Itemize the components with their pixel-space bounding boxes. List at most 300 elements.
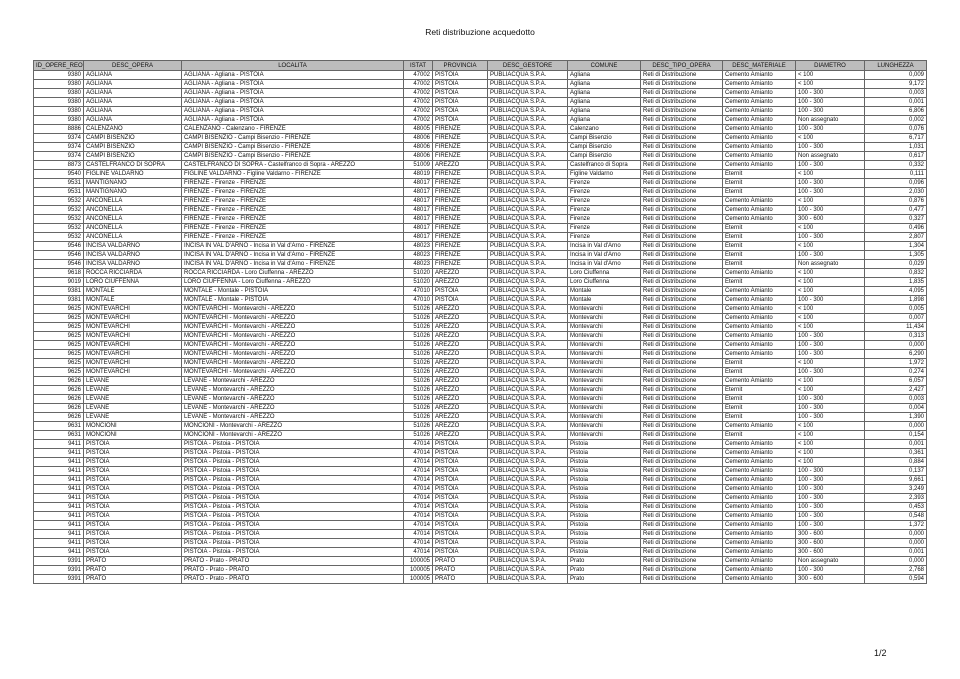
- table-cell: PISTOIA: [84, 440, 182, 449]
- table-cell: PISTOIA: [433, 521, 488, 530]
- table-cell: PUBLIACQUA S.P.A.: [488, 458, 568, 467]
- table-cell: 1,372: [865, 521, 927, 530]
- table-cell: AREZZO: [433, 161, 488, 170]
- table-cell: Montevarchi: [568, 350, 641, 359]
- table-cell: Cemento Amianto: [723, 350, 796, 359]
- table-cell: PUBLIACQUA S.P.A.: [488, 296, 568, 305]
- table-cell: Reti di Distribuzione: [641, 215, 723, 224]
- table-cell: Incisa in Val d'Arno: [568, 260, 641, 269]
- table-cell: 47002: [404, 80, 433, 89]
- table-cell: Cemento Amianto: [723, 197, 796, 206]
- table-cell: 100 - 300: [796, 521, 865, 530]
- table-cell: 51026: [404, 395, 433, 404]
- table-cell: 100 - 300: [796, 566, 865, 575]
- table-cell: Eternit: [723, 431, 796, 440]
- table-row: [34, 566, 927, 575]
- table-cell: Agliana: [568, 116, 641, 125]
- table-cell: Cemento Amianto: [723, 377, 796, 386]
- table-cell: PISTOIA: [84, 512, 182, 521]
- table-cell: 9532: [34, 233, 84, 242]
- table-cell: PISTOIA - Pistoia - PISTOIA: [182, 539, 404, 548]
- table-cell: AGLIANA - Agliana - PISTOIA: [182, 107, 404, 116]
- table-cell: ROCCA RICCIARDA - Loro Ciuffenna - AREZZO: [182, 269, 404, 278]
- table-cell: 9380: [34, 107, 84, 116]
- table-cell: PUBLIACQUA S.P.A.: [488, 512, 568, 521]
- table-cell: Reti di Distribuzione: [641, 98, 723, 107]
- table-cell: Reti di Distribuzione: [641, 179, 723, 188]
- table-cell: 9625: [34, 368, 84, 377]
- table-cell: Cemento Amianto: [723, 548, 796, 557]
- table-cell: 47002: [404, 107, 433, 116]
- table-cell: PISTOIA: [433, 458, 488, 467]
- table-cell: AGLIANA - Agliana - PISTOIA: [182, 98, 404, 107]
- table-row: [34, 314, 927, 323]
- table-cell: 100 - 300: [796, 350, 865, 359]
- table-cell: Reti di Distribuzione: [641, 512, 723, 521]
- table-cell: PISTOIA: [433, 539, 488, 548]
- table-cell: Cemento Amianto: [723, 152, 796, 161]
- table-cell: 100 - 300: [796, 296, 865, 305]
- distribution-table: [33, 60, 927, 584]
- table-cell: 6,806: [865, 107, 927, 116]
- table-cell: AREZZO: [433, 278, 488, 287]
- column-header: DESC_TIPO_OPERA: [641, 61, 723, 71]
- table-cell: 47014: [404, 449, 433, 458]
- table-cell: 48017: [404, 179, 433, 188]
- table-cell: LEVANE - Montevarchi - AREZZO: [182, 413, 404, 422]
- table-cell: MONTEVARCHI - Montevarchi - AREZZO: [182, 305, 404, 314]
- table-cell: AREZZO: [433, 395, 488, 404]
- table-cell: PISTOIA - Pistoia - PISTOIA: [182, 494, 404, 503]
- table-cell: Non assegnato: [796, 116, 865, 125]
- table-cell: PUBLIACQUA S.P.A.: [488, 431, 568, 440]
- table-cell: Firenze: [568, 233, 641, 242]
- table-cell: 47002: [404, 98, 433, 107]
- table-cell: FIRENZE: [433, 233, 488, 242]
- table-cell: MONTEVARCHI: [84, 323, 182, 332]
- table-cell: AREZZO: [433, 404, 488, 413]
- table-cell: PISTOIA: [433, 80, 488, 89]
- table-row: [34, 89, 927, 98]
- table-cell: 51026: [404, 341, 433, 350]
- table-cell: Incisa in Val d'Arno: [568, 242, 641, 251]
- table-cell: AREZZO: [433, 314, 488, 323]
- table-cell: 9618: [34, 269, 84, 278]
- table-cell: 300 - 600: [796, 548, 865, 557]
- table-cell: PISTOIA: [433, 503, 488, 512]
- table-cell: 51026: [404, 332, 433, 341]
- table-cell: Reti di Distribuzione: [641, 107, 723, 116]
- table-cell: Eternit: [723, 179, 796, 188]
- table-row: [34, 557, 927, 566]
- table-cell: Pistoia: [568, 548, 641, 557]
- table-cell: Reti di Distribuzione: [641, 71, 723, 80]
- table-cell: 9625: [34, 359, 84, 368]
- table-cell: 0,884: [865, 458, 927, 467]
- table-cell: 9631: [34, 431, 84, 440]
- table-cell: < 100: [796, 80, 865, 89]
- table-cell: PISTOIA: [433, 107, 488, 116]
- table-cell: Reti di Distribuzione: [641, 188, 723, 197]
- table-cell: Reti di Distribuzione: [641, 80, 723, 89]
- table-cell: Reti di Distribuzione: [641, 305, 723, 314]
- table-cell: 9532: [34, 197, 84, 206]
- table-cell: Castelfranco di Sopra: [568, 161, 641, 170]
- table-cell: < 100: [796, 134, 865, 143]
- table-cell: ANCONELLA: [84, 233, 182, 242]
- table-row: [34, 449, 927, 458]
- table-cell: Cemento Amianto: [723, 269, 796, 278]
- table-cell: 9,661: [865, 476, 927, 485]
- table-cell: Reti di Distribuzione: [641, 323, 723, 332]
- table-cell: Cemento Amianto: [723, 332, 796, 341]
- table-cell: 48017: [404, 215, 433, 224]
- table-cell: Cemento Amianto: [723, 314, 796, 323]
- table-cell: AREZZO: [433, 431, 488, 440]
- table-cell: 9411: [34, 440, 84, 449]
- table-cell: LEVANE - Montevarchi - AREZZO: [182, 377, 404, 386]
- table-cell: PISTOIA: [433, 89, 488, 98]
- table-row: [34, 269, 927, 278]
- table-row: [34, 332, 927, 341]
- table-cell: 51026: [404, 413, 433, 422]
- table-cell: LEVANE - Montevarchi - AREZZO: [182, 404, 404, 413]
- table-row: [34, 422, 927, 431]
- table-cell: Reti di Distribuzione: [641, 152, 723, 161]
- table-cell: < 100: [796, 242, 865, 251]
- table-cell: 100 - 300: [796, 485, 865, 494]
- table-cell: 8873: [34, 161, 84, 170]
- table-cell: MONCIONI - Montevarchi - AREZZO: [182, 422, 404, 431]
- table-header-row: [34, 61, 927, 71]
- table-cell: 6,057: [865, 377, 927, 386]
- table-cell: Eternit: [723, 233, 796, 242]
- table-cell: Eternit: [723, 395, 796, 404]
- table-cell: Montevarchi: [568, 395, 641, 404]
- table-cell: LORO CIUFFENNA: [84, 278, 182, 287]
- table-cell: PISTOIA: [433, 548, 488, 557]
- table-row: [34, 260, 927, 269]
- table-cell: Cemento Amianto: [723, 125, 796, 134]
- table-cell: CAMPI BISENZIO - Campi Bisenzio - FIRENZE: [182, 134, 404, 143]
- table-cell: AREZZO: [433, 332, 488, 341]
- table-cell: PRATO: [433, 575, 488, 584]
- table-cell: 48006: [404, 143, 433, 152]
- table-row: [34, 278, 927, 287]
- table-cell: < 100: [796, 449, 865, 458]
- table-cell: Pistoia: [568, 530, 641, 539]
- table-cell: ANCONELLA: [84, 197, 182, 206]
- table-cell: Reti di Distribuzione: [641, 287, 723, 296]
- table-cell: PUBLIACQUA S.P.A.: [488, 323, 568, 332]
- table-cell: Reti di Distribuzione: [641, 341, 723, 350]
- table-cell: AGLIANA: [84, 116, 182, 125]
- table-cell: Cemento Amianto: [723, 512, 796, 521]
- table-cell: Reti di Distribuzione: [641, 242, 723, 251]
- table-cell: FIRENZE - Firenze - FIRENZE: [182, 215, 404, 224]
- table-cell: Eternit: [723, 404, 796, 413]
- table-cell: 0,007: [865, 314, 927, 323]
- table-cell: < 100: [796, 431, 865, 440]
- table-cell: 47014: [404, 458, 433, 467]
- table-cell: 9540: [34, 170, 84, 179]
- table-row: [34, 350, 927, 359]
- table-cell: INCISA IN VAL D'ARNO - Incisa in Val d'Arno - FIRENZE: [182, 251, 404, 260]
- table-cell: < 100: [796, 269, 865, 278]
- table-cell: PISTOIA - Pistoia - PISTOIA: [182, 485, 404, 494]
- table-cell: Campi Bisenzio: [568, 143, 641, 152]
- table-cell: Montevarchi: [568, 359, 641, 368]
- table-cell: Reti di Distribuzione: [641, 395, 723, 404]
- table-cell: 100 - 300: [796, 107, 865, 116]
- table-cell: Cemento Amianto: [723, 215, 796, 224]
- table-cell: FIRENZE: [433, 242, 488, 251]
- table-cell: 9411: [34, 530, 84, 539]
- table-cell: 4,095: [865, 287, 927, 296]
- table-cell: < 100: [796, 71, 865, 80]
- table-cell: 300 - 600: [796, 539, 865, 548]
- table-cell: LORO CIUFFENNA - Loro Ciuffenna - AREZZO: [182, 278, 404, 287]
- table-row: [34, 494, 927, 503]
- table-cell: PUBLIACQUA S.P.A.: [488, 197, 568, 206]
- table-cell: 9626: [34, 386, 84, 395]
- table-cell: PISTOIA: [84, 503, 182, 512]
- table-cell: 47014: [404, 539, 433, 548]
- table-cell: CAMPI BISENZIO: [84, 143, 182, 152]
- table-cell: 8886: [34, 125, 84, 134]
- table-cell: Cemento Amianto: [723, 449, 796, 458]
- table-cell: PUBLIACQUA S.P.A.: [488, 575, 568, 584]
- table-cell: PUBLIACQUA S.P.A.: [488, 125, 568, 134]
- table-cell: 0,000: [865, 530, 927, 539]
- table-cell: Firenze: [568, 197, 641, 206]
- table-row: [34, 107, 927, 116]
- table-cell: 48017: [404, 188, 433, 197]
- table-row: [34, 170, 927, 179]
- table-cell: CASTELFRANCO DI SOPRA: [84, 161, 182, 170]
- table-cell: PUBLIACQUA S.P.A.: [488, 80, 568, 89]
- table-cell: 1,031: [865, 143, 927, 152]
- table-row: [34, 548, 927, 557]
- table-cell: LEVANE: [84, 395, 182, 404]
- table-cell: Agliana: [568, 98, 641, 107]
- table-cell: MONTEVARCHI - Montevarchi - AREZZO: [182, 368, 404, 377]
- table-cell: 9532: [34, 206, 84, 215]
- table-cell: PISTOIA - Pistoia - PISTOIA: [182, 521, 404, 530]
- table-cell: AREZZO: [433, 305, 488, 314]
- table-cell: Eternit: [723, 170, 796, 179]
- table-cell: Reti di Distribuzione: [641, 197, 723, 206]
- table-cell: Reti di Distribuzione: [641, 548, 723, 557]
- table-cell: MANTIGNANO: [84, 188, 182, 197]
- table-cell: Reti di Distribuzione: [641, 530, 723, 539]
- table-row: [34, 530, 927, 539]
- table-row: [34, 152, 927, 161]
- table-cell: Reti di Distribuzione: [641, 233, 723, 242]
- table-cell: 2,030: [865, 188, 927, 197]
- table-cell: 9625: [34, 323, 84, 332]
- table-cell: PUBLIACQUA S.P.A.: [488, 188, 568, 197]
- table-cell: < 100: [796, 386, 865, 395]
- table-body: [34, 71, 927, 584]
- table-cell: LEVANE: [84, 377, 182, 386]
- table-cell: PUBLIACQUA S.P.A.: [488, 359, 568, 368]
- table-cell: 9411: [34, 458, 84, 467]
- table-cell: < 100: [796, 224, 865, 233]
- table-cell: Reti di Distribuzione: [641, 566, 723, 575]
- table-cell: 51026: [404, 422, 433, 431]
- table-cell: FIRENZE: [433, 152, 488, 161]
- table-cell: Pistoia: [568, 494, 641, 503]
- table-cell: Reti di Distribuzione: [641, 575, 723, 584]
- table-cell: 47010: [404, 296, 433, 305]
- table-cell: 1,390: [865, 413, 927, 422]
- table-cell: 51026: [404, 377, 433, 386]
- table-cell: 9411: [34, 512, 84, 521]
- table-cell: MONTEVARCHI - Montevarchi - AREZZO: [182, 359, 404, 368]
- table-cell: Reti di Distribuzione: [641, 377, 723, 386]
- table-cell: Montevarchi: [568, 386, 641, 395]
- table-cell: Cemento Amianto: [723, 521, 796, 530]
- table-cell: ROCCA RICCIARDA: [84, 269, 182, 278]
- table-cell: Reti di Distribuzione: [641, 422, 723, 431]
- table-cell: CASTELFRANCO DI SOPRA - Castelfranco di Sopra - AREZZO: [182, 161, 404, 170]
- table-cell: Reti di Distribuzione: [641, 332, 723, 341]
- table-cell: PUBLIACQUA S.P.A.: [488, 269, 568, 278]
- table-cell: 48023: [404, 242, 433, 251]
- table-cell: PUBLIACQUA S.P.A.: [488, 251, 568, 260]
- table-cell: 48017: [404, 224, 433, 233]
- table-cell: FIRENZE: [433, 215, 488, 224]
- table-cell: 9625: [34, 332, 84, 341]
- table-cell: Reti di Distribuzione: [641, 269, 723, 278]
- table-row: [34, 485, 927, 494]
- table-cell: AREZZO: [433, 422, 488, 431]
- table-row: [34, 431, 927, 440]
- table-cell: PISTOIA - Pistoia - PISTOIA: [182, 458, 404, 467]
- table-cell: 100 - 300: [796, 368, 865, 377]
- table-cell: Pistoia: [568, 539, 641, 548]
- table-cell: PRATO: [84, 575, 182, 584]
- table-cell: 0,594: [865, 575, 927, 584]
- table-cell: 300 - 600: [796, 575, 865, 584]
- table-cell: 1,304: [865, 242, 927, 251]
- table-cell: PUBLIACQUA S.P.A.: [488, 278, 568, 287]
- table-cell: 9546: [34, 242, 84, 251]
- table-cell: PUBLIACQUA S.P.A.: [488, 566, 568, 575]
- table-cell: Firenze: [568, 179, 641, 188]
- table-row: [34, 179, 927, 188]
- table-cell: 47002: [404, 89, 433, 98]
- table-cell: 51026: [404, 323, 433, 332]
- table-cell: 9626: [34, 413, 84, 422]
- table-cell: PISTOIA - Pistoia - PISTOIA: [182, 530, 404, 539]
- table-cell: 0,274: [865, 368, 927, 377]
- table-cell: 9631: [34, 422, 84, 431]
- table-cell: PUBLIACQUA S.P.A.: [488, 143, 568, 152]
- table-cell: 100005: [404, 557, 433, 566]
- table-cell: PUBLIACQUA S.P.A.: [488, 494, 568, 503]
- column-header: ID_OPERE_REO: [34, 61, 84, 71]
- table-cell: Reti di Distribuzione: [641, 278, 723, 287]
- table-cell: Reti di Distribuzione: [641, 296, 723, 305]
- table-cell: PUBLIACQUA S.P.A.: [488, 395, 568, 404]
- table-cell: 48017: [404, 197, 433, 206]
- table-cell: AREZZO: [433, 323, 488, 332]
- column-header: DESC_OPERA: [84, 61, 182, 71]
- table-cell: 100 - 300: [796, 467, 865, 476]
- table-cell: Campi Bisenzio: [568, 134, 641, 143]
- table-cell: Loro Ciuffenna: [568, 278, 641, 287]
- table-cell: 100 - 300: [796, 233, 865, 242]
- table-cell: Reti di Distribuzione: [641, 467, 723, 476]
- table-cell: 1,305: [865, 251, 927, 260]
- table-cell: Cemento Amianto: [723, 341, 796, 350]
- table-cell: 0,001: [865, 440, 927, 449]
- table-cell: AGLIANA: [84, 80, 182, 89]
- table-cell: Reti di Distribuzione: [641, 386, 723, 395]
- table-cell: PUBLIACQUA S.P.A.: [488, 170, 568, 179]
- table-cell: Reti di Distribuzione: [641, 413, 723, 422]
- table-cell: PUBLIACQUA S.P.A.: [488, 548, 568, 557]
- table-cell: PUBLIACQUA S.P.A.: [488, 521, 568, 530]
- table-cell: Cemento Amianto: [723, 305, 796, 314]
- table-cell: PUBLIACQUA S.P.A.: [488, 314, 568, 323]
- table-cell: LEVANE: [84, 413, 182, 422]
- table-cell: 300 - 600: [796, 215, 865, 224]
- table-cell: PISTOIA: [433, 476, 488, 485]
- table-cell: Incisa in Val d'Arno: [568, 251, 641, 260]
- table-cell: Campi Bisenzio: [568, 152, 641, 161]
- table-cell: AREZZO: [433, 368, 488, 377]
- table-cell: INCISA VALDARNO: [84, 242, 182, 251]
- table-cell: 100005: [404, 575, 433, 584]
- table-cell: Loro Ciuffenna: [568, 269, 641, 278]
- table-cell: 0,001: [865, 548, 927, 557]
- table-cell: INCISA VALDARNO: [84, 260, 182, 269]
- table-cell: Reti di Distribuzione: [641, 440, 723, 449]
- table-cell: Montevarchi: [568, 368, 641, 377]
- table-cell: Montevarchi: [568, 404, 641, 413]
- table-cell: Reti di Distribuzione: [641, 368, 723, 377]
- table-cell: 9019: [34, 278, 84, 287]
- table-cell: 47014: [404, 512, 433, 521]
- table-cell: Eternit: [723, 224, 796, 233]
- table-cell: Eternit: [723, 251, 796, 260]
- table-cell: 6,717: [865, 134, 927, 143]
- table-cell: 2,807: [865, 233, 927, 242]
- table-row: [34, 80, 927, 89]
- table-row: [34, 188, 927, 197]
- table-cell: MONTEVARCHI: [84, 332, 182, 341]
- table-row: [34, 413, 927, 422]
- table-cell: PISTOIA: [433, 467, 488, 476]
- table-cell: AGLIANA - Agliana - PISTOIA: [182, 71, 404, 80]
- table-cell: PISTOIA: [84, 539, 182, 548]
- table-cell: 51026: [404, 359, 433, 368]
- table-cell: AGLIANA - Agliana - PISTOIA: [182, 89, 404, 98]
- table-cell: PUBLIACQUA S.P.A.: [488, 71, 568, 80]
- table-cell: AREZZO: [433, 341, 488, 350]
- table-cell: 0,496: [865, 224, 927, 233]
- table-cell: 9411: [34, 503, 84, 512]
- table-cell: MONTEVARCHI: [84, 305, 182, 314]
- table-cell: AREZZO: [433, 386, 488, 395]
- table-cell: 0,076: [865, 125, 927, 134]
- table-cell: Agliana: [568, 107, 641, 116]
- table-cell: 100 - 300: [796, 188, 865, 197]
- table-row: [34, 71, 927, 80]
